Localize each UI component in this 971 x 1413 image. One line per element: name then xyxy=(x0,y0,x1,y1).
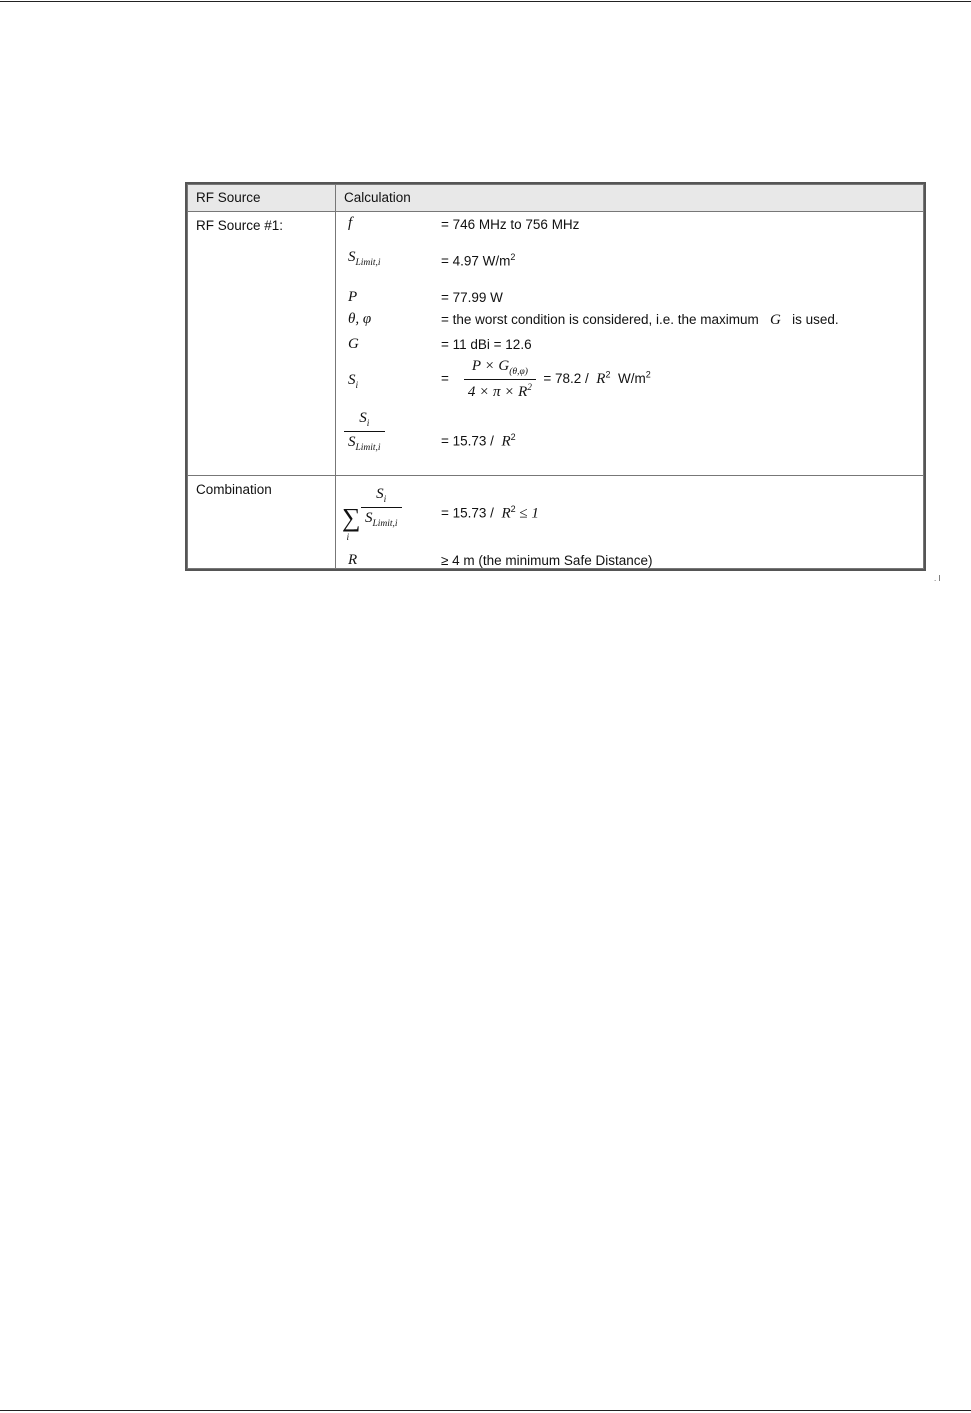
symbol-s-limit: $S_{Limit,i}$ xyxy=(348,249,381,268)
sum-value: = $15.73 / R^2 \le 1$ xyxy=(441,504,539,522)
symbol-r: R xyxy=(348,552,358,568)
s-limit-value: = 4.97 $W/m^2$ xyxy=(441,252,516,269)
combination-calculation xyxy=(336,476,924,569)
power-value: = 77.99 W xyxy=(441,290,503,305)
gain-value: = 11 dBi = 12.6 xyxy=(441,337,532,352)
sum-expression: $\sum_i$ $\frac{S_i}{S_{Limit,i}}$ xyxy=(342,486,402,543)
header-rf-source: RF Source xyxy=(188,185,336,212)
distance-value: ≥ 4 m (the minimum Safe Distance) xyxy=(441,553,653,568)
calculation-table xyxy=(187,184,924,569)
calculation-table-frame xyxy=(185,182,926,571)
header-calculation: Calculation xyxy=(336,185,924,212)
rf-source-1-label: RF Source #1: xyxy=(188,212,336,476)
symbol-theta-phi: θ, φ xyxy=(348,311,372,327)
corner-mark: . I xyxy=(934,574,941,583)
symbol-p: P xyxy=(348,289,358,305)
symbol-g: G xyxy=(348,336,359,352)
symbol-f: f xyxy=(348,215,353,231)
ratio-value: = $15.73 / R^2$ xyxy=(441,432,516,450)
power-density-value: = $\frac{P \times G_{(\theta,\varphi)}}{4 \times \pi \times R^2}$ = $78.2 / R^2$ $W/m^2$ xyxy=(441,358,651,400)
combination-label: Combination xyxy=(188,476,336,569)
symbol-s-i: $S_i$ xyxy=(348,372,359,391)
theta-phi-value: = the worst condition is considered, i.e. the maximum G is used. xyxy=(441,312,839,328)
frequency-value: = 746 MHz to 756 MHz xyxy=(441,217,580,232)
sum-icon: ∑ xyxy=(342,503,361,532)
ratio-fraction: $\frac{S_i}{S_{Limit,i}}$ xyxy=(344,410,385,453)
header-rule xyxy=(0,1,971,2)
rf-source-1-calculation xyxy=(336,212,924,476)
power-density-fraction: $\frac{P \times G_{(\theta,\varphi)}}{4 \times \pi \times R^2}$ xyxy=(464,358,536,401)
footer-rule xyxy=(0,1410,971,1411)
